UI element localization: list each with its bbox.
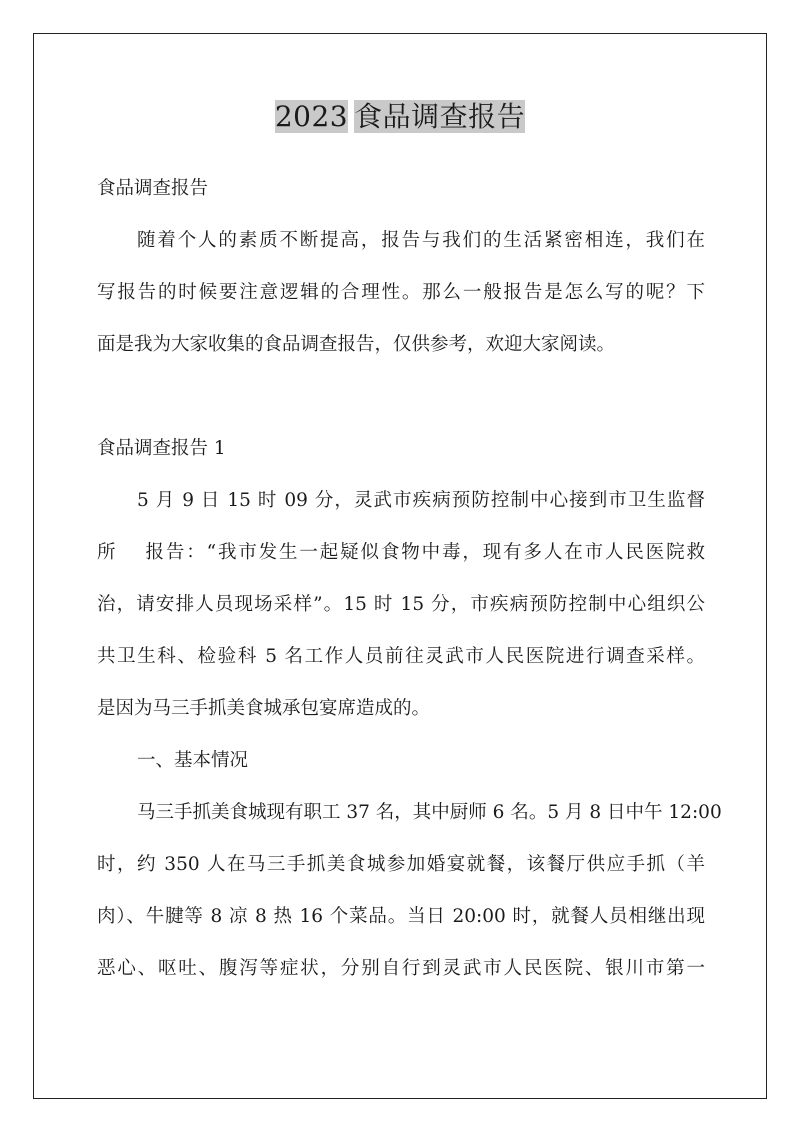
title-year: 2023 [274,100,349,133]
report1-line-5: 是因为马三手抓美食城承包宴席造成的。 [97,698,431,719]
report1-line-3: 治，请安排人员现场采样”。15 时 15 分，市疾病预防控制中心组织公 [97,594,705,615]
intro-heading: 食品调查报告 [97,178,209,199]
report1-line-2: 所 报告：“我市发生一起疑似食物中毒，现有多人在市人民医院救 [97,542,705,563]
section1-heading: 一、基本情况 [137,750,249,771]
section1-line-4: 恶心、呕吐、腹泻等症状，分别自行到灵武市人民医院、银川市第一 [97,958,705,979]
section1-line-2: 时，约 350 人在马三手抓美食城参加婚宴就餐，该餐厅供应手抓（羊 [97,854,705,875]
section1-line-1: 马三手抓美食城现有职工 37 名，其中厨师 6 名。5 月 8 日中午 12:00 [137,802,722,823]
intro-line-3: 面是我为大家收集的食品调查报告，仅供参考，欢迎大家阅读。 [97,334,616,355]
section1-line-3: 肉）、牛腱等 8 凉 8 热 16 个菜品。当日 20:00 时，就餐人员相继出现 [97,906,705,927]
title-text: 食品调查报告 [354,100,526,133]
document-title [0,96,800,138]
report1-line-1: 5 月 9 日 15 时 09 分，灵武市疾病预防控制中心接到市卫生监督 [137,490,705,511]
intro-line-2: 写报告的时候要注意逻辑的合理性。那么一般报告是怎么写的呢？下 [97,282,705,303]
intro-line-1: 随着个人的素质不断提高，报告与我们的生活紧密相连，我们在 [137,230,705,251]
report1-heading: 食品调查报告 1 [97,438,226,459]
report1-line-4: 共卫生科、检验科 5 名工作人员前往灵武市人民医院进行调查采样。 [97,646,705,667]
